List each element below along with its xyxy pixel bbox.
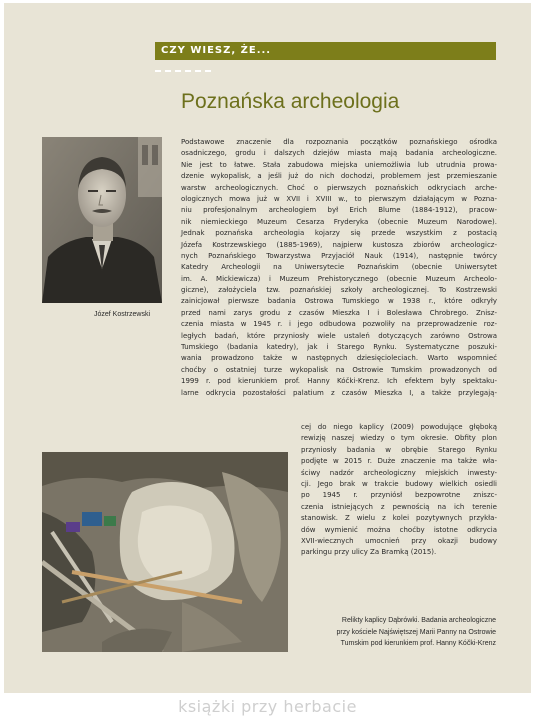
portrait-image: [42, 137, 162, 303]
body-line: im. A. Mickiewicza) i Muzeum Prehistorycznego (obecnie Muzeum Archeolo-: [181, 274, 497, 283]
body-line: osadniczego, grodu i dalszych dziejów miasta mają badania archeologiczne.: [181, 149, 497, 158]
body-line: Nie jest to łatwe. Stała zabudowa miejska uniemożliwia lub utrudnia prowa-: [181, 160, 497, 169]
body-line: ległych badań, które przyniosły wiele ustaleń dotyczących zarówno Ostrowa: [181, 331, 497, 340]
body-line: Józefa Kostrzewskiego (1885-1969), najpierw kustosza zbiorów archeologicz-: [181, 240, 497, 249]
body-line: XVII-wiecznych umocnień przy okazji budowy: [301, 536, 497, 545]
body-line: dzenie wykopalisk, a jeśli już do nich dochodzi, problemem jest przemieszanie: [181, 172, 497, 181]
body-line: stanowisk. Z wielu z kolei pozytywnych przykła-: [301, 514, 497, 523]
body-line: Katedry Archeologii na Uniwersytecie Poznańskim (obecnie Uniwersytet: [181, 263, 497, 272]
body-line: czenia miasta w 1945 r. i jego odbudowa pozwoliły na przeprowadzenie roz-: [181, 320, 497, 329]
body-line: ologicznych mowa już w XVII i XVIII w., to pierwszym działającym w Pozna-: [181, 194, 497, 203]
body-line: ściwy nadzór archeologiczny miejskich inwesty-: [301, 468, 497, 477]
body-line: przed nami zarys grodu z czasów Mieszka I i Bolesława Chrobrego. Znisz-: [181, 308, 497, 317]
excavation-image: [42, 452, 288, 652]
body-line: nik niemieckiego Muzeum Cesarza Fryderyka (obecnie Muzeum Narodowe).: [181, 217, 497, 226]
body-line: warstw archeologicznych. Choć o pierwszych poznańskich odkryciach arche-: [181, 183, 497, 192]
body-line: nych Poznańskiego Towarzystwa Przyjaciół Nauk (1914), następnie twórcy: [181, 251, 497, 260]
portrait-photo: [42, 137, 162, 303]
dashed-divider: [155, 70, 211, 72]
watermark-text: książki przy herbacie: [178, 697, 357, 716]
excavation-photo: [42, 452, 288, 652]
magazine-page: [4, 3, 531, 693]
body-line: po 1945 r. przyniósł bezpowrotne zniszc-: [301, 491, 497, 500]
photo-caption-line: Tumskim pod kierunkiem prof. Hanny Kóčki-Krenz: [340, 640, 496, 647]
photo-caption: [304, 615, 496, 650]
article-title: Poznańska archeologia: [181, 90, 400, 113]
section-label: CZY WIESZ, ŻE...: [161, 45, 272, 56]
body-line: niu profesjonalnym archeologiem był Erich Blume (1884-1912), pracow-: [181, 206, 497, 215]
article-body-continued: [301, 422, 497, 559]
photo-caption-line: przy kościele Najświętszej Marii Panny na Ostrowie: [336, 628, 496, 636]
body-line: cji. Jego brak w trakcie budowy wielkich osiedli: [301, 479, 497, 488]
body-line: parkingu przy ulicy Za Bramką (2015).: [301, 548, 437, 557]
body-line: zainicjował pierwsze badania Ostrowa Tumskiego w 1938 r., które odkryły: [181, 297, 497, 306]
body-line: wania prowadzono także w następnych dziesięcioleciach. Warto wspomnieć: [181, 354, 497, 363]
body-line: giczne), założyciela tzw. poznańskiej szkoły archeologicznej. To Kostrzewski: [181, 286, 497, 295]
section-header-bar: [155, 42, 496, 60]
article-body: [181, 137, 497, 399]
body-line: przyniosły badania w obrębie Starego Rynku: [301, 445, 497, 454]
body-line: cej do niego kaplicy (2009) powodujące głęboką: [301, 423, 497, 431]
body-line: podjęte w 2015 r. Duże znaczenie ma także wła-: [301, 457, 497, 466]
body-line: Podstawowe znaczenie dla rozpoznania początków poznańskiego ośrodka: [181, 138, 497, 146]
body-line: czenia istniejących z pewnością na ich terenie: [301, 502, 497, 511]
body-line: dów wymienić można choćby istotne odkrycia: [301, 525, 497, 534]
body-line: larne odkrycia pozostałości palatium z czasów Mieszka I, a także przylegają-: [181, 388, 497, 397]
body-line: Tumskiego (badania katedry), jak i Starego Rynku. Systematyczne poszuki-: [181, 343, 497, 352]
photo-caption-line: Relikty kaplicy Dąbrówki. Badania archeologiczne: [341, 617, 496, 624]
portrait-caption: Józef Kostrzewski: [94, 311, 151, 318]
body-line: 1999 r. pod kierunkiem prof. Hanny Kóčki-Krenz. Ich efektem były spektaku-: [181, 377, 497, 386]
body-line: Jednak poznańska archeologia kojarzy się przede wszystkim z postacią: [181, 229, 497, 238]
body-line: choćby o ostatniej turze wykopalisk na Ostrowie Tumskim prowadzonych od: [181, 365, 497, 374]
body-line: rewizję naszej wiedzy o tym okresie. Obfity plon: [301, 434, 497, 443]
